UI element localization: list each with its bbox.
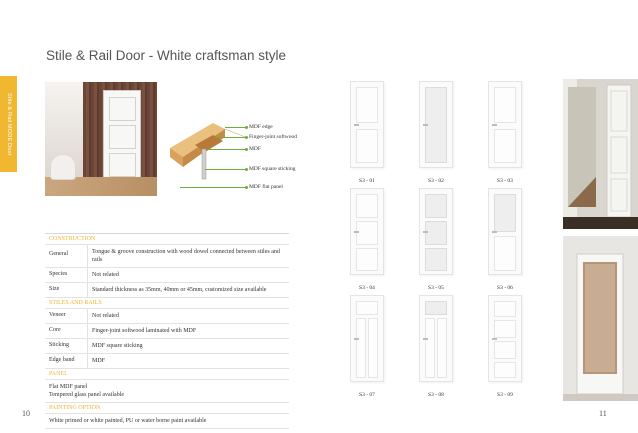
row-key: Edge band xyxy=(45,354,88,368)
staircase-photo xyxy=(563,79,638,229)
leader-line xyxy=(215,137,247,138)
door-thumbnail xyxy=(419,81,453,168)
door-code: S3 - 07 xyxy=(359,392,375,398)
row-value: MDF xyxy=(92,358,106,364)
diagram-label: MDF xyxy=(249,146,261,152)
row-key: Core xyxy=(45,324,88,338)
row-value: Finger-joint softwood laminated with MDF xyxy=(92,328,197,334)
leader-line xyxy=(205,169,247,170)
leader-line xyxy=(208,149,247,150)
row-value: Not related xyxy=(92,272,119,278)
diagram-label: MDF square sticking xyxy=(249,166,296,172)
row-value: Tongue & groove construction with wood dowel connected between stiles and rails xyxy=(92,249,280,263)
row-key: Veneer xyxy=(45,309,88,323)
spec-table xyxy=(45,233,289,429)
row-value: Standard thickness as 35mm, 40mm or 45mm, customized size available xyxy=(92,287,267,293)
leader-line xyxy=(180,187,247,188)
door-code: S3 - 05 xyxy=(428,285,444,291)
door-thumbnail xyxy=(419,188,453,275)
page-number-left: 10 xyxy=(22,409,30,418)
table-row xyxy=(45,324,289,339)
door-thumbnail xyxy=(419,295,453,382)
door-code: S3 - 09 xyxy=(497,392,513,398)
section-tab xyxy=(0,76,17,172)
table-row xyxy=(45,309,289,324)
glass-door-photo xyxy=(563,236,638,401)
section-tab-label: Stile & Rail MODE Door xyxy=(6,92,12,156)
door-thumbnail xyxy=(488,295,522,382)
section-heading: PANEL xyxy=(45,369,289,380)
table-row xyxy=(45,339,289,354)
row-key: Sticking xyxy=(45,339,88,353)
door-thumbnail xyxy=(350,81,384,168)
door-thumbnail xyxy=(350,295,384,382)
interior-photo xyxy=(45,82,157,196)
table-row xyxy=(45,283,289,298)
door-code: S3 - 01 xyxy=(359,178,375,184)
row-value: MDF square sticking xyxy=(92,343,143,349)
panel-description xyxy=(45,380,289,403)
door-code: S3 - 03 xyxy=(497,178,513,184)
section-heading: STILES AND RAILS xyxy=(45,298,289,309)
section-heading: PAINTING OPTION xyxy=(45,403,289,414)
diagram-label: MDF edge xyxy=(249,124,273,130)
page-title: Stile & Rail Door - White craftsman style xyxy=(46,48,287,63)
panel-line: Flat MDF panel xyxy=(49,384,88,390)
table-row xyxy=(45,354,289,369)
painting-description: White primed or white painted, PU or water borne paint available xyxy=(45,414,289,429)
door-code: S3 - 06 xyxy=(497,285,513,291)
door-thumbnail xyxy=(488,188,522,275)
row-value: Not related xyxy=(92,313,119,319)
page-number-right: 11 xyxy=(599,409,607,418)
diagram-label: Finger-joint softwood xyxy=(249,134,298,140)
table-row xyxy=(45,268,289,283)
row-key: General xyxy=(45,245,88,267)
door-thumbnail xyxy=(350,188,384,275)
door-code: S3 - 04 xyxy=(359,285,375,291)
table-row xyxy=(45,245,289,268)
leader-line xyxy=(225,127,247,128)
section-heading: CONSTRUCTION xyxy=(45,234,289,245)
door-code: S3 - 08 xyxy=(428,392,444,398)
row-key: Size xyxy=(45,283,88,297)
row-key: Species xyxy=(45,268,88,282)
door-code: S3 - 02 xyxy=(428,178,444,184)
diagram-label: MDF flat panel xyxy=(249,184,283,190)
door-thumbnail xyxy=(488,81,522,168)
panel-line: Tempered glass panel available xyxy=(49,392,125,398)
